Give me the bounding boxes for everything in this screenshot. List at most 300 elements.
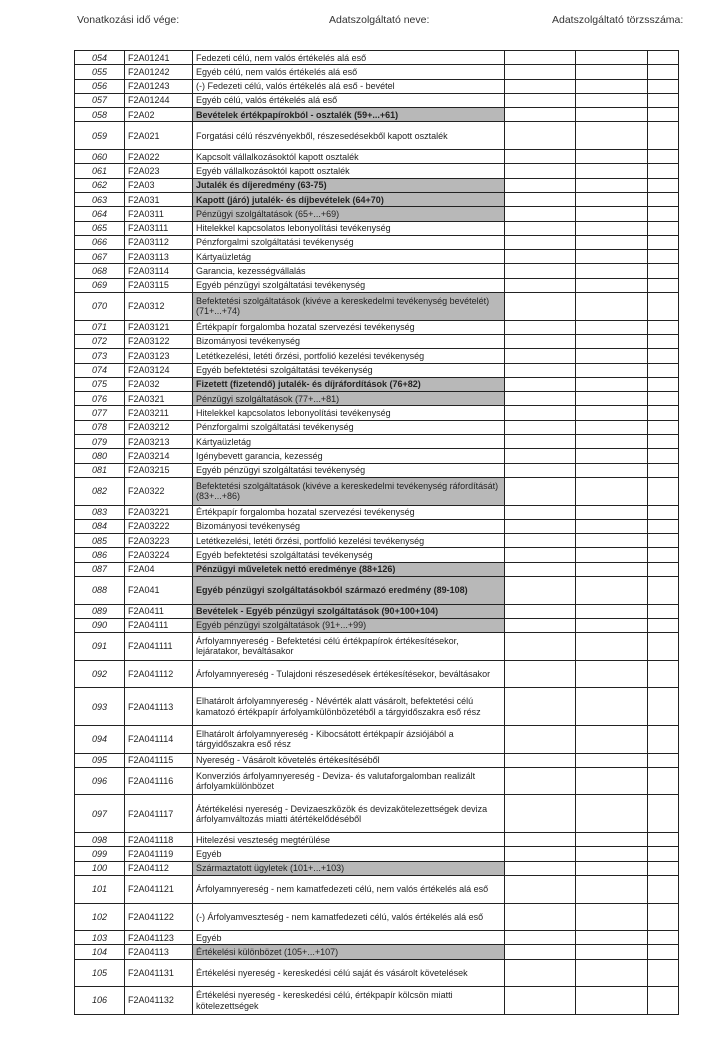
value-cell-1[interactable] bbox=[505, 562, 576, 576]
value-cell-1[interactable] bbox=[505, 164, 576, 178]
table-row bbox=[75, 293, 679, 321]
value-cell-2[interactable] bbox=[576, 931, 648, 945]
row-description: Bizományosi tevékenység bbox=[193, 334, 505, 348]
table-row bbox=[75, 576, 679, 604]
value-cell-1[interactable] bbox=[505, 420, 576, 434]
row-number: 062 bbox=[75, 178, 125, 192]
value-cell-2[interactable] bbox=[576, 264, 648, 278]
row-number: 075 bbox=[75, 377, 125, 391]
value-cell-1[interactable] bbox=[505, 250, 576, 264]
row-code: F2A04111 bbox=[125, 618, 193, 632]
row-number: 093 bbox=[75, 688, 125, 726]
value-cell-1[interactable] bbox=[505, 406, 576, 420]
value-cell-2[interactable] bbox=[576, 987, 648, 1015]
value-cell-3[interactable] bbox=[648, 725, 679, 753]
row-number: 074 bbox=[75, 363, 125, 377]
value-cell-3[interactable] bbox=[648, 221, 679, 235]
row-description: Származtatott ügyletek (101+...+103) bbox=[193, 861, 505, 875]
row-description: Bizományosi tevékenység bbox=[193, 519, 505, 533]
value-cell-1[interactable] bbox=[505, 65, 576, 79]
value-cell-1[interactable] bbox=[505, 576, 576, 604]
row-description: Egyéb célú, valós értékelés alá eső bbox=[193, 93, 505, 107]
value-cell-2[interactable] bbox=[576, 463, 648, 477]
row-code: F2A041118 bbox=[125, 833, 193, 847]
value-cell-2[interactable] bbox=[576, 753, 648, 767]
value-cell-2[interactable] bbox=[576, 65, 648, 79]
table-row bbox=[75, 945, 679, 959]
value-cell-3[interactable] bbox=[648, 688, 679, 726]
value-cell-2[interactable] bbox=[576, 420, 648, 434]
value-cell-2[interactable] bbox=[576, 861, 648, 875]
value-cell-3[interactable] bbox=[648, 833, 679, 847]
row-code: F2A01244 bbox=[125, 93, 193, 107]
value-cell-2[interactable] bbox=[576, 618, 648, 632]
value-cell-1[interactable] bbox=[505, 264, 576, 278]
value-cell-2[interactable] bbox=[576, 875, 648, 903]
value-cell-3[interactable] bbox=[648, 795, 679, 833]
table-row bbox=[75, 767, 679, 795]
value-cell-3[interactable] bbox=[648, 363, 679, 377]
value-cell-2[interactable] bbox=[576, 576, 648, 604]
value-cell-2[interactable] bbox=[576, 334, 648, 348]
value-cell-2[interactable] bbox=[576, 534, 648, 548]
value-cell-3[interactable] bbox=[648, 847, 679, 861]
value-cell-3[interactable] bbox=[648, 122, 679, 150]
value-cell-3[interactable] bbox=[648, 293, 679, 321]
table-row bbox=[75, 122, 679, 150]
value-cell-1[interactable] bbox=[505, 604, 576, 618]
value-cell-2[interactable] bbox=[576, 795, 648, 833]
value-cell-1[interactable] bbox=[505, 931, 576, 945]
value-cell-2[interactable] bbox=[576, 847, 648, 861]
row-code: F2A0311 bbox=[125, 207, 193, 221]
row-code: F2A02 bbox=[125, 108, 193, 122]
value-cell-3[interactable] bbox=[648, 548, 679, 562]
row-code: F2A03213 bbox=[125, 435, 193, 449]
value-cell-3[interactable] bbox=[648, 753, 679, 767]
row-description: Egyéb vállalkozásoktól kapott osztalék bbox=[193, 164, 505, 178]
value-cell-3[interactable] bbox=[648, 875, 679, 903]
value-cell-3[interactable] bbox=[648, 435, 679, 449]
value-cell-2[interactable] bbox=[576, 725, 648, 753]
table-row bbox=[75, 618, 679, 632]
table-row bbox=[75, 93, 679, 107]
row-number: 060 bbox=[75, 150, 125, 164]
row-code: F2A03212 bbox=[125, 420, 193, 434]
row-code: F2A041115 bbox=[125, 753, 193, 767]
row-code: F2A03113 bbox=[125, 250, 193, 264]
value-cell-2[interactable] bbox=[576, 959, 648, 987]
row-description: Bevételek - Egyéb pénzügyi szolgáltatások (90+100+104) bbox=[193, 604, 505, 618]
value-cell-2[interactable] bbox=[576, 207, 648, 221]
value-cell-2[interactable] bbox=[576, 604, 648, 618]
value-cell-1[interactable] bbox=[505, 79, 576, 93]
value-cell-1[interactable] bbox=[505, 618, 576, 632]
value-cell-3[interactable] bbox=[648, 334, 679, 348]
value-cell-3[interactable] bbox=[648, 93, 679, 107]
row-description: Pénzforgalmi szolgáltatási tevékenység bbox=[193, 235, 505, 249]
table-row bbox=[75, 725, 679, 753]
row-description: Értékelési különbözet (105+...+107) bbox=[193, 945, 505, 959]
table-row bbox=[75, 477, 679, 505]
row-code: F2A03211 bbox=[125, 406, 193, 420]
value-cell-3[interactable] bbox=[648, 463, 679, 477]
row-description: Jutalék és díjeredmény (63-75) bbox=[193, 178, 505, 192]
value-cell-3[interactable] bbox=[648, 349, 679, 363]
table-row bbox=[75, 79, 679, 93]
value-cell-3[interactable] bbox=[648, 987, 679, 1015]
value-cell-3[interactable] bbox=[648, 164, 679, 178]
row-code: F2A03 bbox=[125, 178, 193, 192]
table-row bbox=[75, 903, 679, 931]
table-row bbox=[75, 178, 679, 192]
table-row bbox=[75, 534, 679, 548]
row-code: F2A022 bbox=[125, 150, 193, 164]
row-description: Kapcsolt vállalkozásoktól kapott osztalék bbox=[193, 150, 505, 164]
report-table bbox=[74, 50, 679, 1015]
row-description: Pénzforgalmi szolgáltatási tevékenység bbox=[193, 420, 505, 434]
row-description: Értékelési nyereség - kereskedési célú, értékpapír kölcsön miatti kötelezettségek bbox=[193, 987, 505, 1015]
table-row bbox=[75, 847, 679, 861]
value-cell-1[interactable] bbox=[505, 847, 576, 861]
value-cell-2[interactable] bbox=[576, 903, 648, 931]
value-cell-2[interactable] bbox=[576, 250, 648, 264]
value-cell-2[interactable] bbox=[576, 548, 648, 562]
value-cell-1[interactable] bbox=[505, 861, 576, 875]
row-number: 083 bbox=[75, 505, 125, 519]
value-cell-2[interactable] bbox=[576, 108, 648, 122]
value-cell-3[interactable] bbox=[648, 192, 679, 206]
table-row bbox=[75, 449, 679, 463]
value-cell-2[interactable] bbox=[576, 477, 648, 505]
row-code: F2A041113 bbox=[125, 688, 193, 726]
value-cell-1[interactable] bbox=[505, 660, 576, 688]
value-cell-3[interactable] bbox=[648, 931, 679, 945]
table-row bbox=[75, 519, 679, 533]
row-code: F2A041132 bbox=[125, 987, 193, 1015]
row-code: F2A031 bbox=[125, 192, 193, 206]
table-row bbox=[75, 753, 679, 767]
row-number: 078 bbox=[75, 420, 125, 434]
row-number: 105 bbox=[75, 959, 125, 987]
value-cell-3[interactable] bbox=[648, 51, 679, 65]
row-code: F2A03122 bbox=[125, 334, 193, 348]
row-number: 104 bbox=[75, 945, 125, 959]
row-number: 099 bbox=[75, 847, 125, 861]
value-cell-1[interactable] bbox=[505, 959, 576, 987]
row-number: 069 bbox=[75, 278, 125, 292]
row-number: 070 bbox=[75, 293, 125, 321]
value-cell-3[interactable] bbox=[648, 576, 679, 604]
row-number: 106 bbox=[75, 987, 125, 1015]
row-code: F2A041123 bbox=[125, 931, 193, 945]
value-cell-2[interactable] bbox=[576, 377, 648, 391]
row-number: 102 bbox=[75, 903, 125, 931]
row-number: 097 bbox=[75, 795, 125, 833]
provider-id-label: Adatszolgáltató törzsszáma: bbox=[552, 14, 684, 26]
row-description: Egyéb pénzügyi szolgáltatások (91+...+99) bbox=[193, 618, 505, 632]
value-cell-1[interactable] bbox=[505, 548, 576, 562]
value-cell-1[interactable] bbox=[505, 633, 576, 661]
row-description: Egyéb pénzügyi szolgáltatásokból származó eredmény (89-108) bbox=[193, 576, 505, 604]
period-end-label: Vonatkozási idő vége: bbox=[77, 14, 180, 26]
value-cell-3[interactable] bbox=[648, 903, 679, 931]
row-number: 079 bbox=[75, 435, 125, 449]
value-cell-2[interactable] bbox=[576, 79, 648, 93]
value-cell-1[interactable] bbox=[505, 449, 576, 463]
value-cell-1[interactable] bbox=[505, 192, 576, 206]
value-cell-1[interactable] bbox=[505, 767, 576, 795]
value-cell-3[interactable] bbox=[648, 406, 679, 420]
value-cell-3[interactable] bbox=[648, 65, 679, 79]
value-cell-3[interactable] bbox=[648, 377, 679, 391]
row-code: F2A04113 bbox=[125, 945, 193, 959]
value-cell-3[interactable] bbox=[648, 861, 679, 875]
row-code: F2A01243 bbox=[125, 79, 193, 93]
table-row bbox=[75, 320, 679, 334]
value-cell-2[interactable] bbox=[576, 320, 648, 334]
table-row bbox=[75, 363, 679, 377]
value-cell-2[interactable] bbox=[576, 406, 648, 420]
row-number: 056 bbox=[75, 79, 125, 93]
row-description: Nyereség - Vásárolt követelés értékesítéséből bbox=[193, 753, 505, 767]
value-cell-2[interactable] bbox=[576, 221, 648, 235]
value-cell-1[interactable] bbox=[505, 178, 576, 192]
value-cell-3[interactable] bbox=[648, 392, 679, 406]
provider-name-label: Adatszolgáltató neve: bbox=[329, 14, 430, 26]
value-cell-2[interactable] bbox=[576, 449, 648, 463]
value-cell-1[interactable] bbox=[505, 903, 576, 931]
value-cell-2[interactable] bbox=[576, 93, 648, 107]
row-code: F2A03223 bbox=[125, 534, 193, 548]
value-cell-2[interactable] bbox=[576, 178, 648, 192]
value-cell-1[interactable] bbox=[505, 945, 576, 959]
row-number: 094 bbox=[75, 725, 125, 753]
row-description: Kártyaüzletág bbox=[193, 250, 505, 264]
row-description: Pénzügyi szolgáltatások (65+...+69) bbox=[193, 207, 505, 221]
value-cell-1[interactable] bbox=[505, 122, 576, 150]
value-cell-1[interactable] bbox=[505, 278, 576, 292]
row-code: F2A03114 bbox=[125, 264, 193, 278]
row-number: 103 bbox=[75, 931, 125, 945]
value-cell-3[interactable] bbox=[648, 767, 679, 795]
row-number: 098 bbox=[75, 833, 125, 847]
value-cell-3[interactable] bbox=[648, 618, 679, 632]
row-code: F2A041114 bbox=[125, 725, 193, 753]
value-cell-3[interactable] bbox=[648, 534, 679, 548]
value-cell-1[interactable] bbox=[505, 108, 576, 122]
value-cell-1[interactable] bbox=[505, 293, 576, 321]
value-cell-1[interactable] bbox=[505, 93, 576, 107]
value-cell-1[interactable] bbox=[505, 477, 576, 505]
row-code: F2A041117 bbox=[125, 795, 193, 833]
row-description: Befektetési szolgáltatások (kivéve a kereskedelmi tevékenység bevételét) (71+...+74) bbox=[193, 293, 505, 321]
row-description: Fizetett (fizetendő) jutalék- és díjráfordítások (76+82) bbox=[193, 377, 505, 391]
value-cell-2[interactable] bbox=[576, 505, 648, 519]
value-cell-2[interactable] bbox=[576, 278, 648, 292]
table-row bbox=[75, 392, 679, 406]
value-cell-2[interactable] bbox=[576, 293, 648, 321]
table-row bbox=[75, 505, 679, 519]
row-description: Befektetési szolgáltatások (kivéve a kereskedelmi tevékenység ráfordítását) (83+...+86) bbox=[193, 477, 505, 505]
value-cell-1[interactable] bbox=[505, 349, 576, 363]
value-cell-2[interactable] bbox=[576, 688, 648, 726]
value-cell-1[interactable] bbox=[505, 150, 576, 164]
value-cell-1[interactable] bbox=[505, 875, 576, 903]
value-cell-1[interactable] bbox=[505, 534, 576, 548]
row-number: 059 bbox=[75, 122, 125, 150]
table-row bbox=[75, 264, 679, 278]
table-row bbox=[75, 235, 679, 249]
row-number: 054 bbox=[75, 51, 125, 65]
value-cell-2[interactable] bbox=[576, 51, 648, 65]
row-description: Egyéb befektetési szolgáltatási tevékenység bbox=[193, 363, 505, 377]
value-cell-3[interactable] bbox=[648, 505, 679, 519]
value-cell-3[interactable] bbox=[648, 959, 679, 987]
row-number: 090 bbox=[75, 618, 125, 632]
value-cell-3[interactable] bbox=[648, 235, 679, 249]
row-description: Kapott (járó) jutalék- és díjbevételek (64+70) bbox=[193, 192, 505, 206]
value-cell-3[interactable] bbox=[648, 150, 679, 164]
value-cell-1[interactable] bbox=[505, 519, 576, 533]
value-cell-3[interactable] bbox=[648, 178, 679, 192]
table-row bbox=[75, 221, 679, 235]
row-code: F2A03214 bbox=[125, 449, 193, 463]
row-number: 066 bbox=[75, 235, 125, 249]
value-cell-2[interactable] bbox=[576, 633, 648, 661]
table-row bbox=[75, 406, 679, 420]
row-number: 089 bbox=[75, 604, 125, 618]
table-row bbox=[75, 795, 679, 833]
value-cell-1[interactable] bbox=[505, 207, 576, 221]
value-cell-2[interactable] bbox=[576, 519, 648, 533]
value-cell-2[interactable] bbox=[576, 164, 648, 178]
value-cell-1[interactable] bbox=[505, 725, 576, 753]
table-row bbox=[75, 250, 679, 264]
value-cell-3[interactable] bbox=[648, 519, 679, 533]
value-cell-2[interactable] bbox=[576, 192, 648, 206]
table-row bbox=[75, 548, 679, 562]
value-cell-3[interactable] bbox=[648, 264, 679, 278]
value-cell-3[interactable] bbox=[648, 108, 679, 122]
value-cell-2[interactable] bbox=[576, 833, 648, 847]
value-cell-1[interactable] bbox=[505, 320, 576, 334]
row-description: Forgatási célú részvényekből, részesedésekből kapott osztalék bbox=[193, 122, 505, 150]
table-row bbox=[75, 987, 679, 1015]
row-code: F2A01241 bbox=[125, 51, 193, 65]
value-cell-2[interactable] bbox=[576, 349, 648, 363]
value-cell-1[interactable] bbox=[505, 435, 576, 449]
row-description: Értékpapír forgalomba hozatal szervezési tevékenység bbox=[193, 320, 505, 334]
row-description: (-) Fedezeti célú, valós értékelés alá eső - bevétel bbox=[193, 79, 505, 93]
value-cell-3[interactable] bbox=[648, 562, 679, 576]
value-cell-3[interactable] bbox=[648, 660, 679, 688]
value-cell-2[interactable] bbox=[576, 660, 648, 688]
row-description: Egyéb pénzügyi szolgáltatási tevékenység bbox=[193, 463, 505, 477]
row-description: Elhatárolt árfolyamnyereség - Kibocsátott értékpapír ázsiójából a tárgyidőszakra eső rész bbox=[193, 725, 505, 753]
value-cell-1[interactable] bbox=[505, 221, 576, 235]
row-description: Egyéb befektetési szolgáltatási tevékenység bbox=[193, 548, 505, 562]
table-row bbox=[75, 65, 679, 79]
value-cell-1[interactable] bbox=[505, 235, 576, 249]
row-number: 084 bbox=[75, 519, 125, 533]
value-cell-2[interactable] bbox=[576, 392, 648, 406]
table-row bbox=[75, 660, 679, 688]
row-description: Egyéb célú, nem valós értékelés alá eső bbox=[193, 65, 505, 79]
report-table-body bbox=[75, 51, 679, 1015]
value-cell-3[interactable] bbox=[648, 250, 679, 264]
table-row bbox=[75, 604, 679, 618]
value-cell-3[interactable] bbox=[648, 449, 679, 463]
row-code: F2A041119 bbox=[125, 847, 193, 861]
value-cell-1[interactable] bbox=[505, 987, 576, 1015]
table-row bbox=[75, 164, 679, 178]
value-cell-1[interactable] bbox=[505, 753, 576, 767]
row-code: F2A03111 bbox=[125, 221, 193, 235]
value-cell-1[interactable] bbox=[505, 795, 576, 833]
row-number: 065 bbox=[75, 221, 125, 235]
value-cell-2[interactable] bbox=[576, 435, 648, 449]
value-cell-1[interactable] bbox=[505, 463, 576, 477]
row-code: F2A03124 bbox=[125, 363, 193, 377]
row-code: F2A023 bbox=[125, 164, 193, 178]
row-number: 100 bbox=[75, 861, 125, 875]
row-description: Hitelekkel kapcsolatos lebonyolítási tevékenység bbox=[193, 221, 505, 235]
row-number: 082 bbox=[75, 477, 125, 505]
value-cell-3[interactable] bbox=[648, 477, 679, 505]
row-number: 071 bbox=[75, 320, 125, 334]
value-cell-2[interactable] bbox=[576, 150, 648, 164]
value-cell-2[interactable] bbox=[576, 767, 648, 795]
value-cell-3[interactable] bbox=[648, 278, 679, 292]
value-cell-1[interactable] bbox=[505, 833, 576, 847]
value-cell-3[interactable] bbox=[648, 420, 679, 434]
value-cell-1[interactable] bbox=[505, 334, 576, 348]
table-row bbox=[75, 861, 679, 875]
row-description: Letétkezelési, letéti őrzési, portfolió kezelési tevékenység bbox=[193, 534, 505, 548]
value-cell-3[interactable] bbox=[648, 320, 679, 334]
value-cell-3[interactable] bbox=[648, 633, 679, 661]
row-number: 073 bbox=[75, 349, 125, 363]
value-cell-1[interactable] bbox=[505, 392, 576, 406]
row-description: Fedezeti célú, nem valós értékelés alá eső bbox=[193, 51, 505, 65]
table-row bbox=[75, 334, 679, 348]
value-cell-1[interactable] bbox=[505, 377, 576, 391]
value-cell-3[interactable] bbox=[648, 604, 679, 618]
value-cell-3[interactable] bbox=[648, 79, 679, 93]
value-cell-1[interactable] bbox=[505, 51, 576, 65]
row-description: Elhatárolt árfolyamnyereség - Névérték alatt vásárolt, befektetési célú kamatozó értékpapír árfolyamkülönbözetéből a tárgyidőszakra eső rész bbox=[193, 688, 505, 726]
value-cell-2[interactable] bbox=[576, 235, 648, 249]
value-cell-2[interactable] bbox=[576, 122, 648, 150]
value-cell-3[interactable] bbox=[648, 945, 679, 959]
table-row bbox=[75, 633, 679, 661]
value-cell-3[interactable] bbox=[648, 207, 679, 221]
table-row bbox=[75, 150, 679, 164]
value-cell-2[interactable] bbox=[576, 363, 648, 377]
value-cell-2[interactable] bbox=[576, 945, 648, 959]
row-code: F2A0321 bbox=[125, 392, 193, 406]
value-cell-1[interactable] bbox=[505, 363, 576, 377]
row-description: Egyéb bbox=[193, 847, 505, 861]
row-code: F2A041131 bbox=[125, 959, 193, 987]
row-description: Értékpapír forgalomba hozatal szervezési tevékenység bbox=[193, 505, 505, 519]
row-description: Igénybevett garancia, kezesség bbox=[193, 449, 505, 463]
row-description: Árfolyamnyereség - Tulajdoni részesedések értékesítésekor, beváltásakor bbox=[193, 660, 505, 688]
value-cell-2[interactable] bbox=[576, 562, 648, 576]
value-cell-1[interactable] bbox=[505, 688, 576, 726]
value-cell-1[interactable] bbox=[505, 505, 576, 519]
